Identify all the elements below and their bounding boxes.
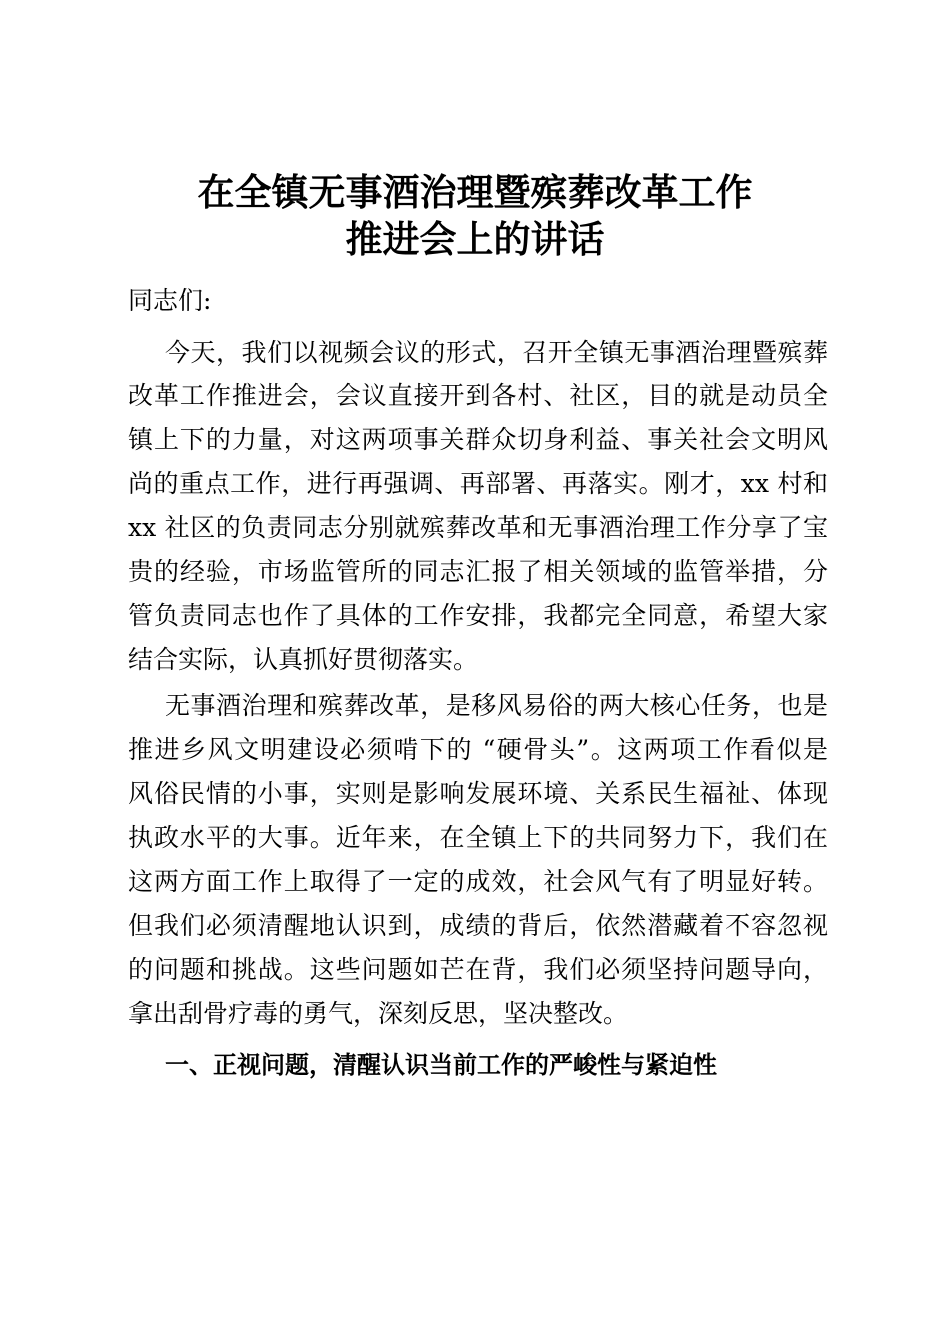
paragraph-1-line-5: xx 社区的负责同志分别就殡葬改革和无事酒治理工作分享了宝: [128, 513, 828, 542]
paragraph-2-line-5: 这两方面工作上取得了一定的成效，社会风气有了明显好转。: [128, 867, 828, 896]
document-title-line-2: 推进会上的讲话: [345, 218, 605, 261]
paragraph-2-line-1: 无事酒治理和殡葬改革，是移风易俗的两大核心任务，也是: [165, 691, 828, 720]
section-heading: 一、正视问题，清醒认识当前工作的严峻性与紧迫性: [165, 1051, 717, 1079]
paragraph-2-line-3: 风俗民情的小事，实则是影响发展环境、关系民生福祉、体现: [128, 779, 828, 808]
paragraph-1-line-7: 管负责同志也作了具体的工作安排，我都完全同意，希望大家: [128, 601, 828, 630]
salutation: 同志们:: [128, 286, 212, 315]
paragraph-1-line-8: 结合实际，认真抓好贯彻落实。: [128, 645, 479, 674]
paragraph-2-line-2: 推进乡风文明建设必须啃下的 “硬骨头”。这两项工作看似是: [128, 735, 828, 764]
paragraph-1-line-3: 镇上下的力量，对这两项事关群众切身利益、事关社会文明风: [128, 425, 828, 454]
paragraph-2-line-6: 但我们必须清醒地认识到，成绩的背后，依然潜藏着不容忽视: [128, 911, 828, 940]
paragraph-1-line-4: 尚的重点工作，进行再强调、再部署、再落实。刚才，xx 村和: [128, 469, 828, 498]
paragraph-1-line-2: 改革工作推进会，会议直接开到各村、社区，目的就是动员全: [128, 381, 828, 410]
paragraph-1-line-6: 贵的经验，市场监管所的同志汇报了相关领域的监管举措，分: [128, 557, 828, 586]
paragraph-1-line-1: 今天，我们以视频会议的形式，召开全镇无事酒治理暨殡葬: [165, 338, 828, 367]
paragraph-2-line-7: 的问题和挑战。这些问题如芒在背，我们必须坚持问题导向，: [128, 955, 828, 984]
document-title-line-1: 在全镇无事酒治理暨殡葬改革工作: [197, 171, 753, 214]
paragraph-2-line-8: 拿出刮骨疗毒的勇气，深刻反思，坚决整改。: [128, 999, 629, 1028]
paragraph-2-line-4: 执政水平的大事。近年来，在全镇上下的共同努力下，我们在: [128, 823, 828, 852]
